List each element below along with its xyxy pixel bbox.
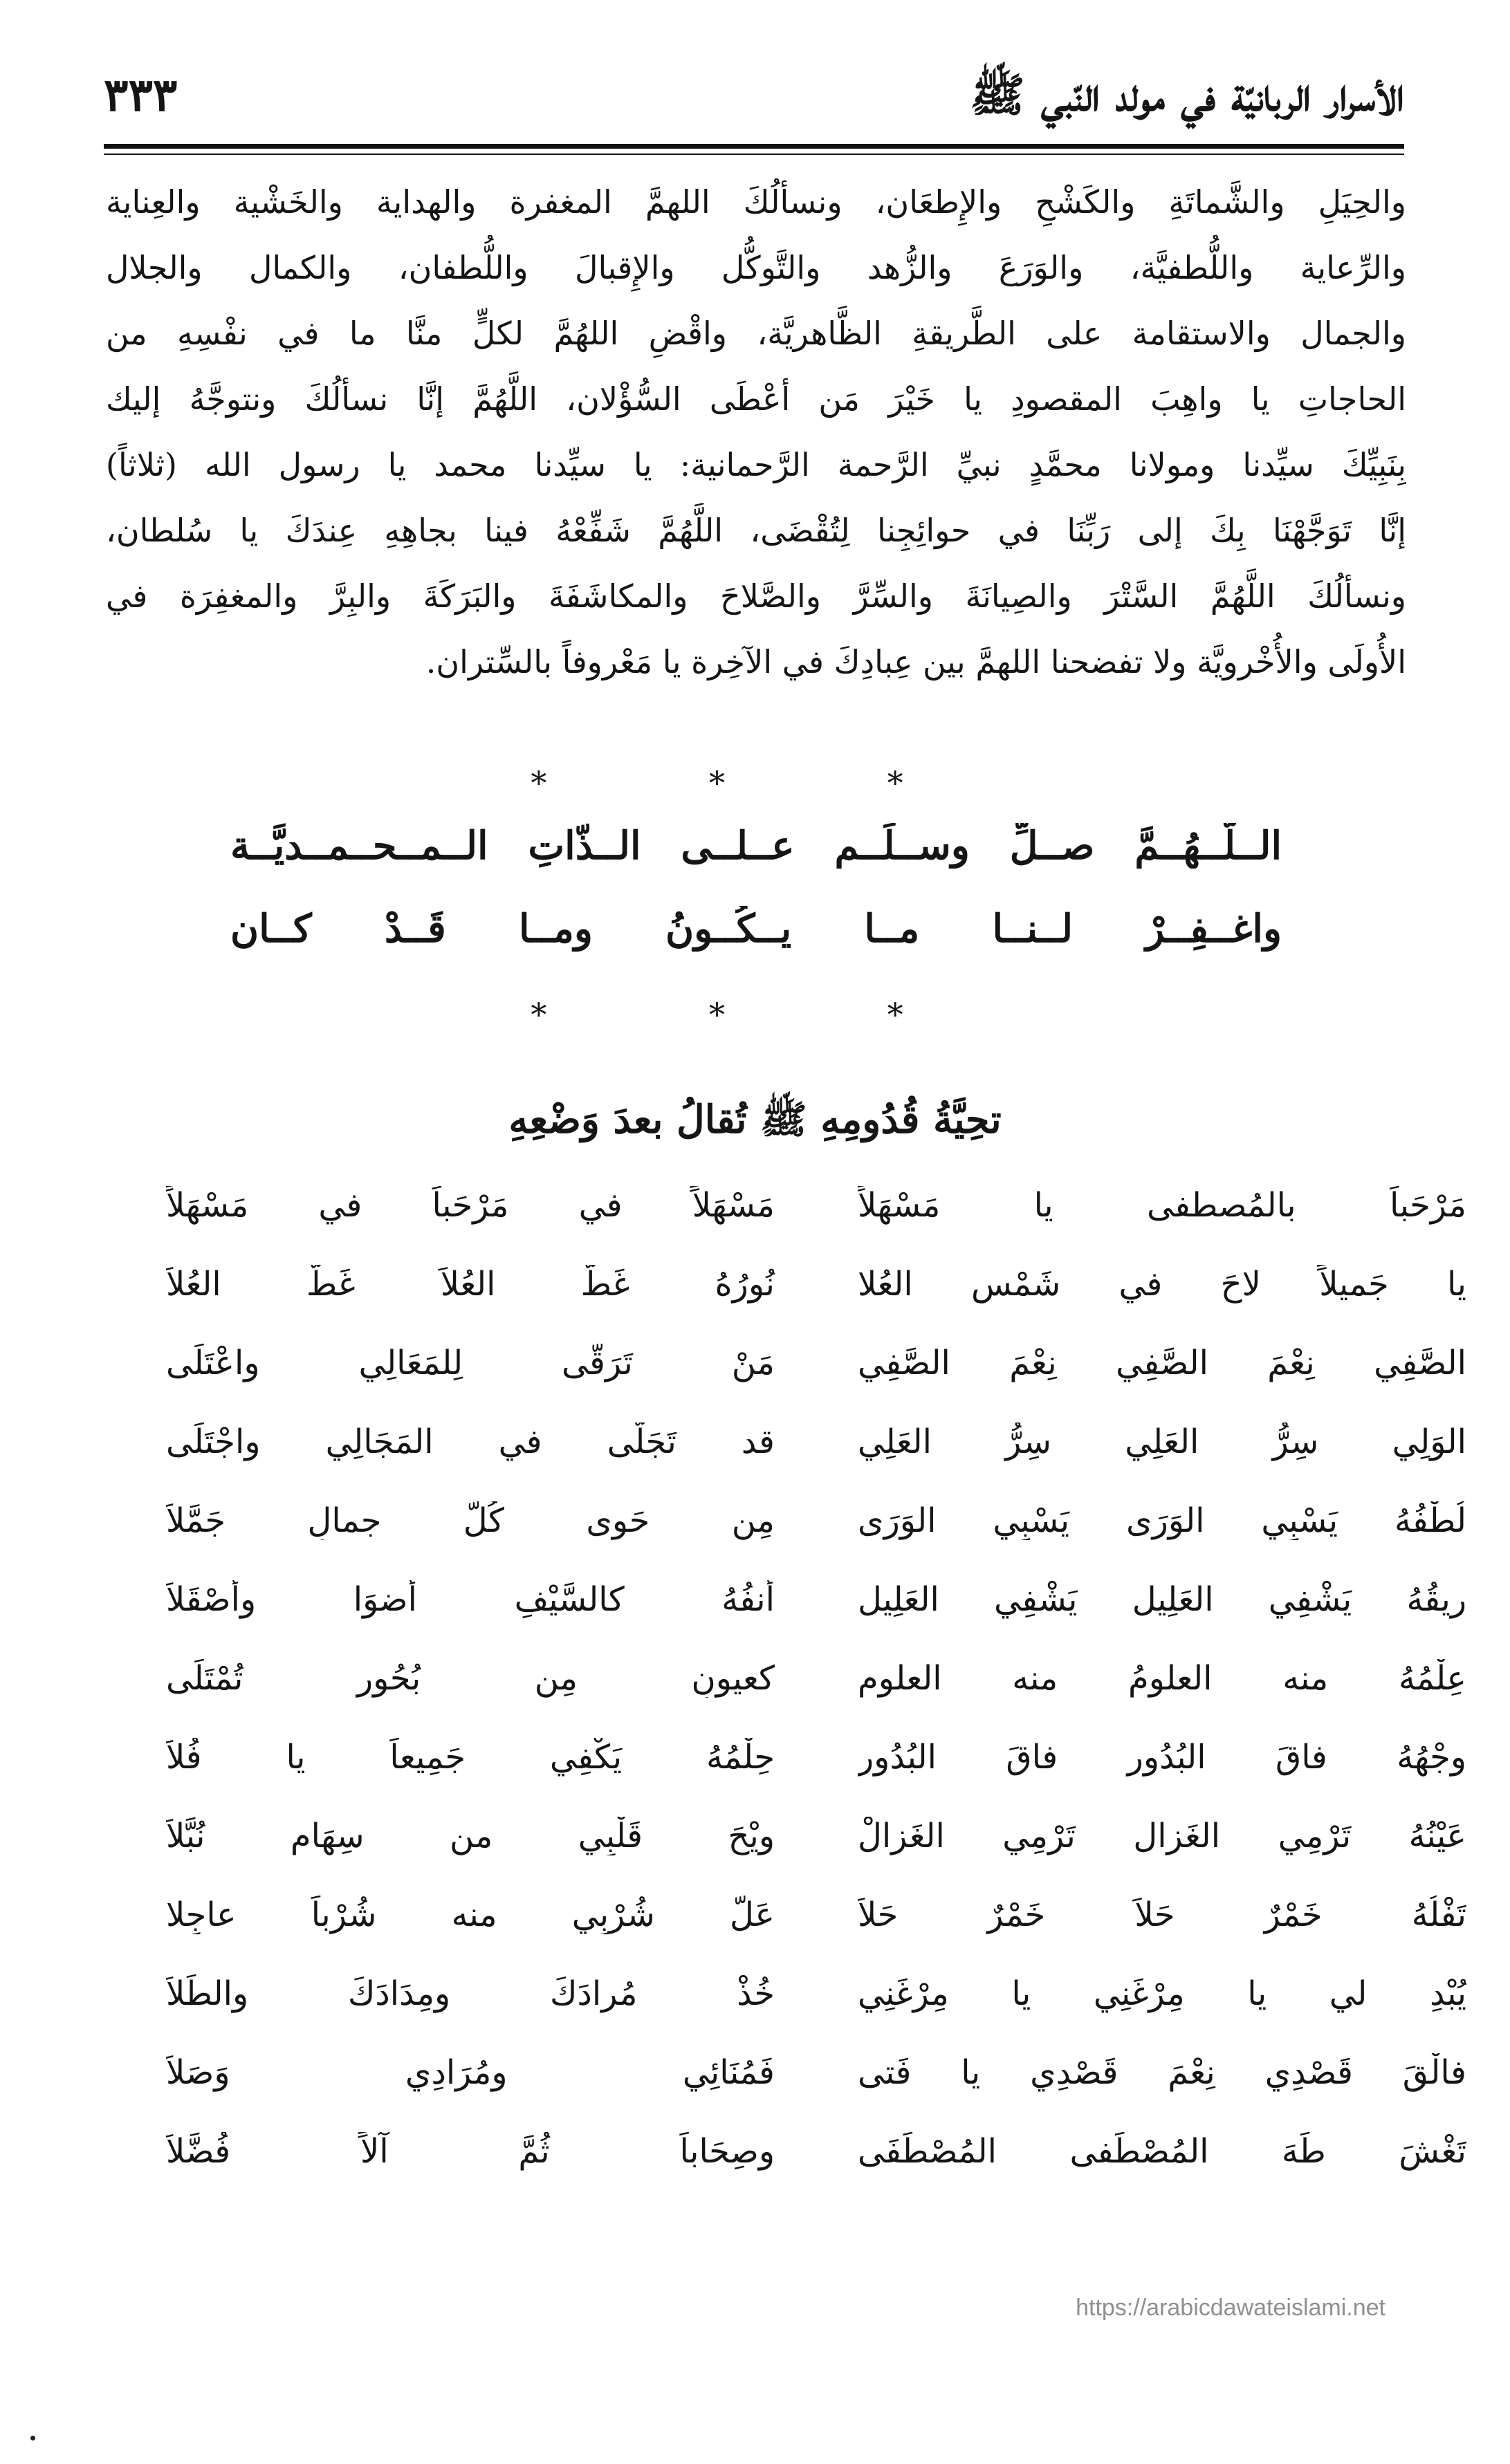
second-hemistich: أنفُهُ كالسَّيْفِ أضوَا وأصْقَلاَ <box>166 1580 775 1619</box>
poem-couplet <box>166 1974 1466 2053</box>
first-hemistich: عَيْنُهُ تَرْمِي الغَزال تَرْمِي الغَزالْ <box>858 1817 1466 1855</box>
second-hemistich: فَمُنَائِي ومُرَادِي وَصَلاَ <box>166 2053 775 2092</box>
first-hemistich: يُبْدِ لي يا مِرْغَنِي يا مِرْغَنِي <box>858 1974 1466 2013</box>
poem-couplet <box>166 1265 1466 1344</box>
book-title: الأسرار الربانيّة في مولد النّبي ﷺ <box>970 68 1404 122</box>
second-hemistich: نُورُهُ غَطَّ العُلاَ غَطَّ العُلاَ <box>166 1265 775 1304</box>
dua-line: واغــفِــرْ لــنــا مــا يــكُــونُ ومــا قَــدْ كــان <box>230 906 1282 952</box>
second-hemistich: ويْحَ قَلْبِي من سِهَامٍ نُبَّلاَ <box>166 1817 775 1855</box>
poem-title: تحِيَّةُ قُدُومِهِ ﷺ تُقالُ بعدَ وَضْعِهِ <box>508 1097 1002 1142</box>
page-number: ٣٣٣ <box>104 68 178 122</box>
second-hemistich: مَسْهَلاً في مَرْحَباً في مَسْهَلاً <box>166 1186 775 1225</box>
prose-line: والرِّعاية واللُّطفيَّة، والوَرَعَ والزُّهد والتَّوكُّل والإِقبالَ واللُّطفان، والكمال والجلال <box>106 249 1406 286</box>
second-hemistich: وصِحَاباً ثُمَّ آلاً فُضَّلاَ <box>166 2132 775 2171</box>
first-hemistich: فالْقَ قَصْدِي نِعْمَ قَصْدِي يا فَتى <box>858 2053 1466 2092</box>
poem-couplet <box>166 1423 1466 1501</box>
second-hemistich: كعيونٍ مِن بُحُورٍ تُمْتَلَى <box>166 1659 775 1698</box>
poem-couplet <box>166 1186 1466 1265</box>
prose-line: ونسألُكَ اللَّهُمَّ السَّتْرَ والصِيانَةَ والسِّرَّ والصَّلاحَ والمكاشَفَةَ والبَرَكَةَ والبِرَّ والمغفِرَة في <box>106 577 1406 615</box>
poem-couplet <box>166 1580 1466 1659</box>
prose-paragraph <box>106 169 1406 695</box>
second-hemistich: قد تَجَلَّى في المَجَالِي واجْتَلَى <box>166 1423 775 1461</box>
second-hemistich: مِن حَوى كُلَّ جمالٍ جَمَّلاَ <box>166 1501 775 1540</box>
poem-couplet <box>166 2053 1466 2132</box>
first-hemistich: وجْهُهُ فاقَ البُدُور فاقَ البُدُور <box>858 1738 1466 1777</box>
poem-couplet <box>166 1344 1466 1423</box>
poem-couplet <box>166 2132 1466 2211</box>
prose-line: بِنَبِيِّكَ سيِّدنا ومولانا محمَّدٍ نبيِّ الرَّحمة الرَّحمانية: يا سيِّدنا محمد يا رسول الله (ثلاثاً) <box>106 446 1406 483</box>
first-hemistich: تَغْشَ طَهَ المُصْطَفى المُصْطَفَى <box>858 2132 1466 2171</box>
header-rule-thick <box>104 144 1404 149</box>
poem-couplet <box>166 1738 1466 1817</box>
dua-line: الــلّــهُــمَّ صــلِّ وســلِّــم عــلــى الــذّاتِ الــمــحــمــديَّــة <box>230 823 1282 869</box>
poem-couplet <box>166 1817 1466 1896</box>
first-hemistich: الوَلِي سِرُّ العَلِي سِرُّ العَلِي <box>858 1423 1466 1461</box>
second-hemistich: مَنْ تَرَقَّى لِلمَعَالِي واعْتَلَى <box>166 1344 775 1382</box>
first-hemistich: عِلْمُهُ منه العلومُ منه العلوم <box>858 1659 1466 1698</box>
second-hemistich: خُذْ مُرادَكَ ومِدَادَكَ والطِّلاَ <box>166 1974 775 2013</box>
poem-couplet <box>166 1896 1466 1974</box>
first-hemistich: لُطْفُهُ يَسْبِي الوَرَى يَسْبِي الوَرَى <box>858 1501 1466 1540</box>
separator-stars-top: * * * <box>531 764 979 802</box>
second-hemistich: عَلَّ شُرْبِي منه شُرْباً عاجِلا <box>166 1896 775 1934</box>
watermark-url: https://arabicdawateislami.net <box>1076 2295 1385 2321</box>
first-hemistich: رِيقُهُ يَشْفِي العَلِيل يَشْفِي العَلِيل <box>858 1580 1466 1619</box>
prose-line: إنَّا تَوَجَّهْنَا بِكَ إلى رَبِّنَا في حوائِجِنا لِتُقْضَى، اللَّهُمَّ شَفِّعْهُ فينا بجاهِهِ عِندَكَ يا سُلطان، <box>106 512 1406 549</box>
poem <box>166 1186 1466 2211</box>
header-rule-thin <box>104 154 1404 155</box>
poem-couplet <box>166 1501 1466 1580</box>
prose-line: الأُولَى والأُخْرويَّة ولا تفضحنا اللهمَّ بين عِبادِكَ في الآخِرة يا مَعْروفاً بالسِّتران. <box>425 643 1406 680</box>
first-hemistich: مَرْحَباً بالمُصطفى يا مَسْهَلاً <box>858 1186 1466 1225</box>
first-hemistich: الصَّفِي نِعْمَ الصَّفِي نِعْمَ الصَّفِي <box>858 1344 1466 1382</box>
prose-line: والجمال والاستقامة على الطَّريقةِ الظَّاهريَّة، واقْضِ اللهُمَّ لكلٍّ منَّا ما في نفْسِهِ من <box>106 315 1406 352</box>
prose-line: والحِيَلِ والشَّماتَةِ والكَشْحِ والإِطعَان، ونسألُكَ اللهمَّ المغفرة والهداية والخَشْية والعِناية <box>106 183 1406 221</box>
first-hemistich: تَفْلُهُ خَمْرٌ حَلاَ خَمْرٌ حَلاَ <box>858 1896 1466 1934</box>
first-hemistich: يا جَميلاً لاحَ في شَمْسِ العُلا <box>858 1265 1466 1304</box>
second-hemistich: حِلْمُهُ يَكْفِي جَمِيعاً يا فُلاَ <box>166 1738 775 1777</box>
prose-line: الحاجاتِ يا واهِبَ المقصودِ يا خَيْرَ مَن أعْطَى السُّؤْلان، اللَّهُمَّ إنَّا نسألُكَ ونتوجَّهُ إليك <box>106 380 1406 418</box>
separator-stars-bottom: * * * <box>531 996 979 1033</box>
poem-couplet <box>166 1659 1466 1738</box>
scan-speck <box>30 2436 35 2440</box>
running-header <box>104 61 1404 137</box>
